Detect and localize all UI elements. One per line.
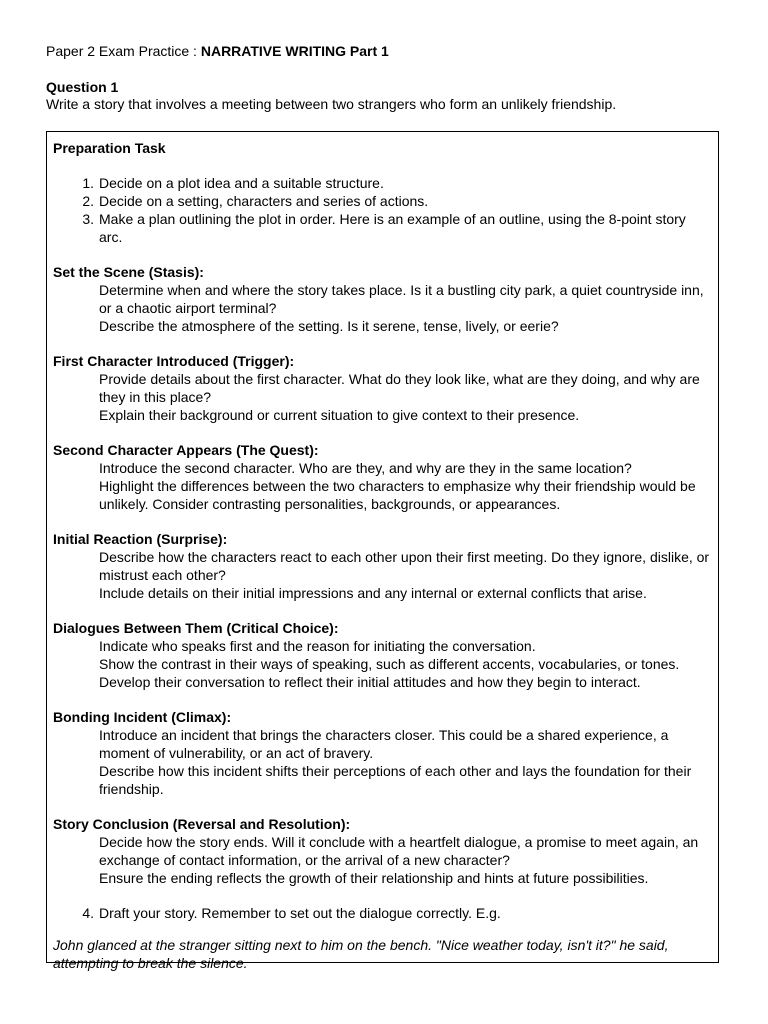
step-text: Draft your story. Remember to set out the dialogue correctly. E.g. (99, 905, 501, 921)
section-title: Set the Scene (Stasis): (53, 264, 204, 280)
section-line: Decide how the story ends. Will it conclude with a heartfelt dialogue, a promise to meet again, an exchange of contact information, or the arrival of a new character? (99, 834, 699, 868)
section-set-the-scene (53, 263, 712, 335)
section-title: Initial Reaction (Surprise): (53, 531, 228, 547)
step-number: 1. (82, 175, 94, 191)
step-number: 4. (82, 905, 94, 921)
section-initial-reaction (53, 530, 712, 602)
section-title: Story Conclusion (Reversal and Resolution): (53, 816, 351, 832)
question-prompt: Write a story that involves a meeting between two strangers who form an unlikely friendship. (46, 96, 617, 112)
steps-list-continued (53, 904, 712, 922)
section-line: Develop their conversation to reflect their initial attitudes and how they begin to interact. (99, 674, 641, 690)
section-line: Introduce an incident that brings the characters closer. This could be a shared experience, a moment of vulnerability, or an act of bravery. (99, 727, 669, 761)
section-line: Determine when and where the story takes place. Is it a bustling city park, a quiet countryside inn, or a chaotic airport terminal? (99, 282, 704, 316)
preparation-task-box (46, 131, 719, 971)
dialogue-example: John glanced at the stranger sitting next to him on the bench. "Nice weather today, isn't it?" he said, attempting to break the silence. (53, 937, 669, 971)
step-item (53, 174, 712, 192)
section-story-conclusion (53, 815, 712, 887)
page-title-bold: NARRATIVE WRITING Part 1 (200, 43, 389, 59)
section-second-character (53, 441, 712, 513)
section-line: Ensure the ending reflects the growth of their relationship and hints at future possibilities. (99, 870, 649, 886)
section-line: Describe the atmosphere of the setting. Is it serene, tense, lively, or eerie? (99, 318, 559, 334)
steps-list (53, 174, 712, 246)
section-title: First Character Introduced (Trigger): (53, 353, 295, 369)
step-text: Decide on a setting, characters and series of actions. (99, 193, 429, 209)
step-number: 3. (82, 211, 94, 227)
section-line: Provide details about the first character. What do they look like, what are they doing, and why are they in this place? (99, 371, 700, 405)
section-first-character (53, 352, 712, 424)
section-line: Highlight the differences between the two characters to emphasize why their friendship would be unlikely. Consider contrasting personalities, backgrounds, or appearances. (99, 478, 696, 512)
section-line: Show the contrast in their ways of speaking, such as different accents, vocabularies, or tones. (99, 656, 680, 672)
step-item (53, 210, 712, 246)
section-line: Include details on their initial impressions and any internal or external conflicts that arise. (99, 585, 647, 601)
section-dialogues (53, 619, 712, 691)
section-line: Introduce the second character. Who are they, and why are they in the same location? (99, 460, 632, 476)
section-line: Explain their background or current situation to give context to their presence. (99, 407, 580, 423)
section-title: Second Character Appears (The Quest): (53, 442, 319, 458)
preparation-task-heading: Preparation Task (53, 140, 166, 156)
question-heading: Question 1 (46, 79, 119, 95)
step-text: Decide on a plot idea and a suitable structure. (99, 175, 384, 191)
section-line: Describe how this incident shifts their perceptions of each other and lays the foundation for their friendship. (99, 763, 692, 797)
section-title: Bonding Incident (Climax): (53, 709, 232, 725)
step-text: Make a plan outlining the plot in order. Here is an example of an outline, using the 8-point story arc. (99, 211, 686, 245)
section-line: Indicate who speaks first and the reason for initiating the conversation. (99, 638, 536, 654)
step-item (53, 192, 712, 210)
step-item (53, 904, 712, 922)
section-bonding-incident (53, 708, 712, 798)
page-title-prefix: Paper 2 Exam Practice : (46, 43, 201, 59)
step-number: 2. (82, 193, 94, 209)
section-title: Dialogues Between Them (Critical Choice): (53, 620, 339, 636)
page-title (46, 42, 389, 60)
section-line: Describe how the characters react to each other upon their first meeting. Do they ignore, dislike, or mistrust each other? (99, 549, 710, 583)
